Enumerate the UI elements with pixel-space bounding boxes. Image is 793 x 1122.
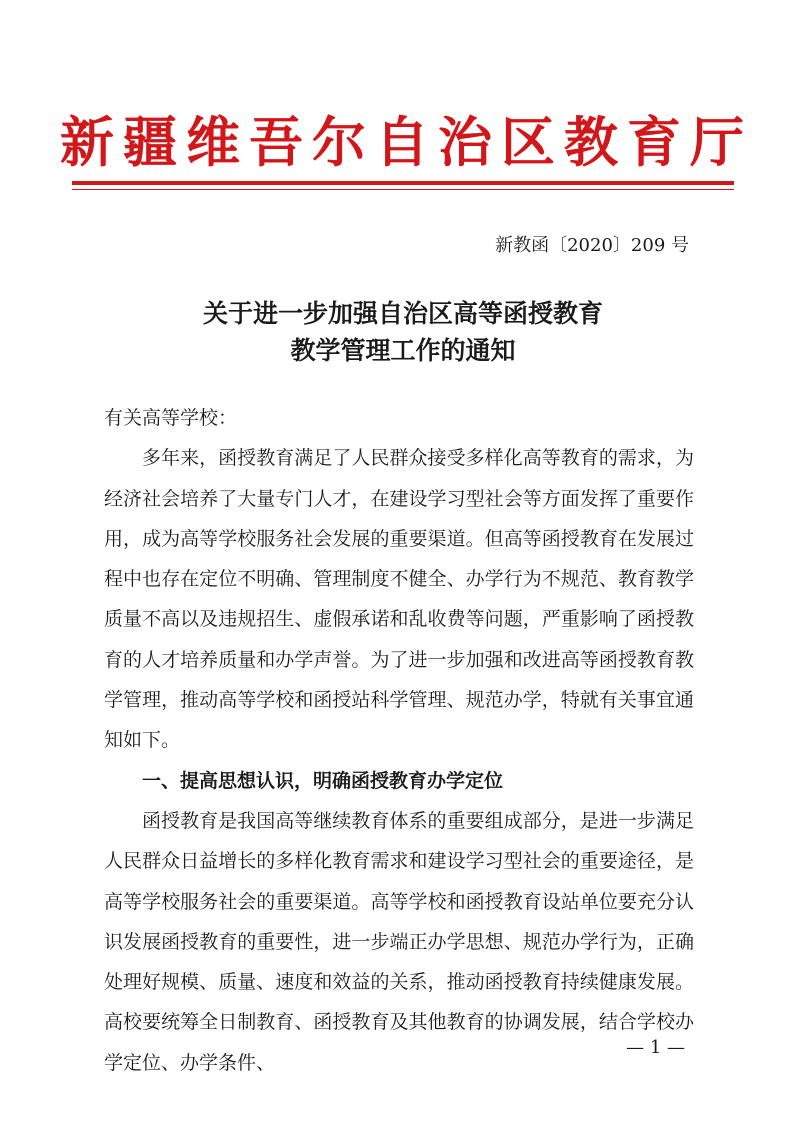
document-body	[104, 398, 694, 1083]
document-title-line1: 关于进一步加强自治区高等函授教育	[202, 299, 603, 328]
page-number: — 1 —	[626, 1037, 685, 1058]
paragraph-section-1: 函授教育是我国高等继续教育体系的重要组成部分，是进一步满足人民群众日益增长的多样化教育需求和建设学习型社会的重要途径，是高等学校服务社会的重要渠道。高等学校和函授教育设站单位要充分认识发展函授教育的重要性，进一步端正办学思想、规范办学行为，正确处理好规模、质量、速度和效益的关系，推动函授教育持续健康发展。高校要统筹全日制教育、函授教育及其他教育的协调发展，结合学校办学定位、办学条件、	[104, 809, 694, 1074]
section-heading-1: 一、提高思想认识，明确函授教育办学定位	[142, 769, 504, 792]
letterhead-red-rule-thick	[72, 181, 734, 185]
paragraph-intro: 多年来，函授教育满足了人民群众接受多样化高等教育的需求，为经济社会培养了大量专门人才，在建设学习型社会等方面发挥了重要作用，成为高等学校服务社会发展的重要渠道。但高等函授教育在发展过程中也存在定位不明确、管理制度不健全、办学行为不规范、教育教学质量不高以及违规招生、虚假承诺和乱收费等问题，严重影响了函授教育的人才培养质量和办学声誉。为了进一步加强和改进高等函授教育教学管理，推动高等学校和函授站科学管理、规范办学，特就有关事宜通知如下。	[104, 447, 694, 752]
document-title-line2: 教学管理工作的通知	[290, 336, 516, 365]
letterhead-agency-name: 新疆维吾尔自治区教育厅	[60, 111, 753, 174]
document-number: 新教函〔2020〕209 号	[495, 235, 689, 256]
salutation: 有关高等学校：	[104, 407, 238, 429]
letterhead-red-rule-thin	[72, 189, 734, 190]
